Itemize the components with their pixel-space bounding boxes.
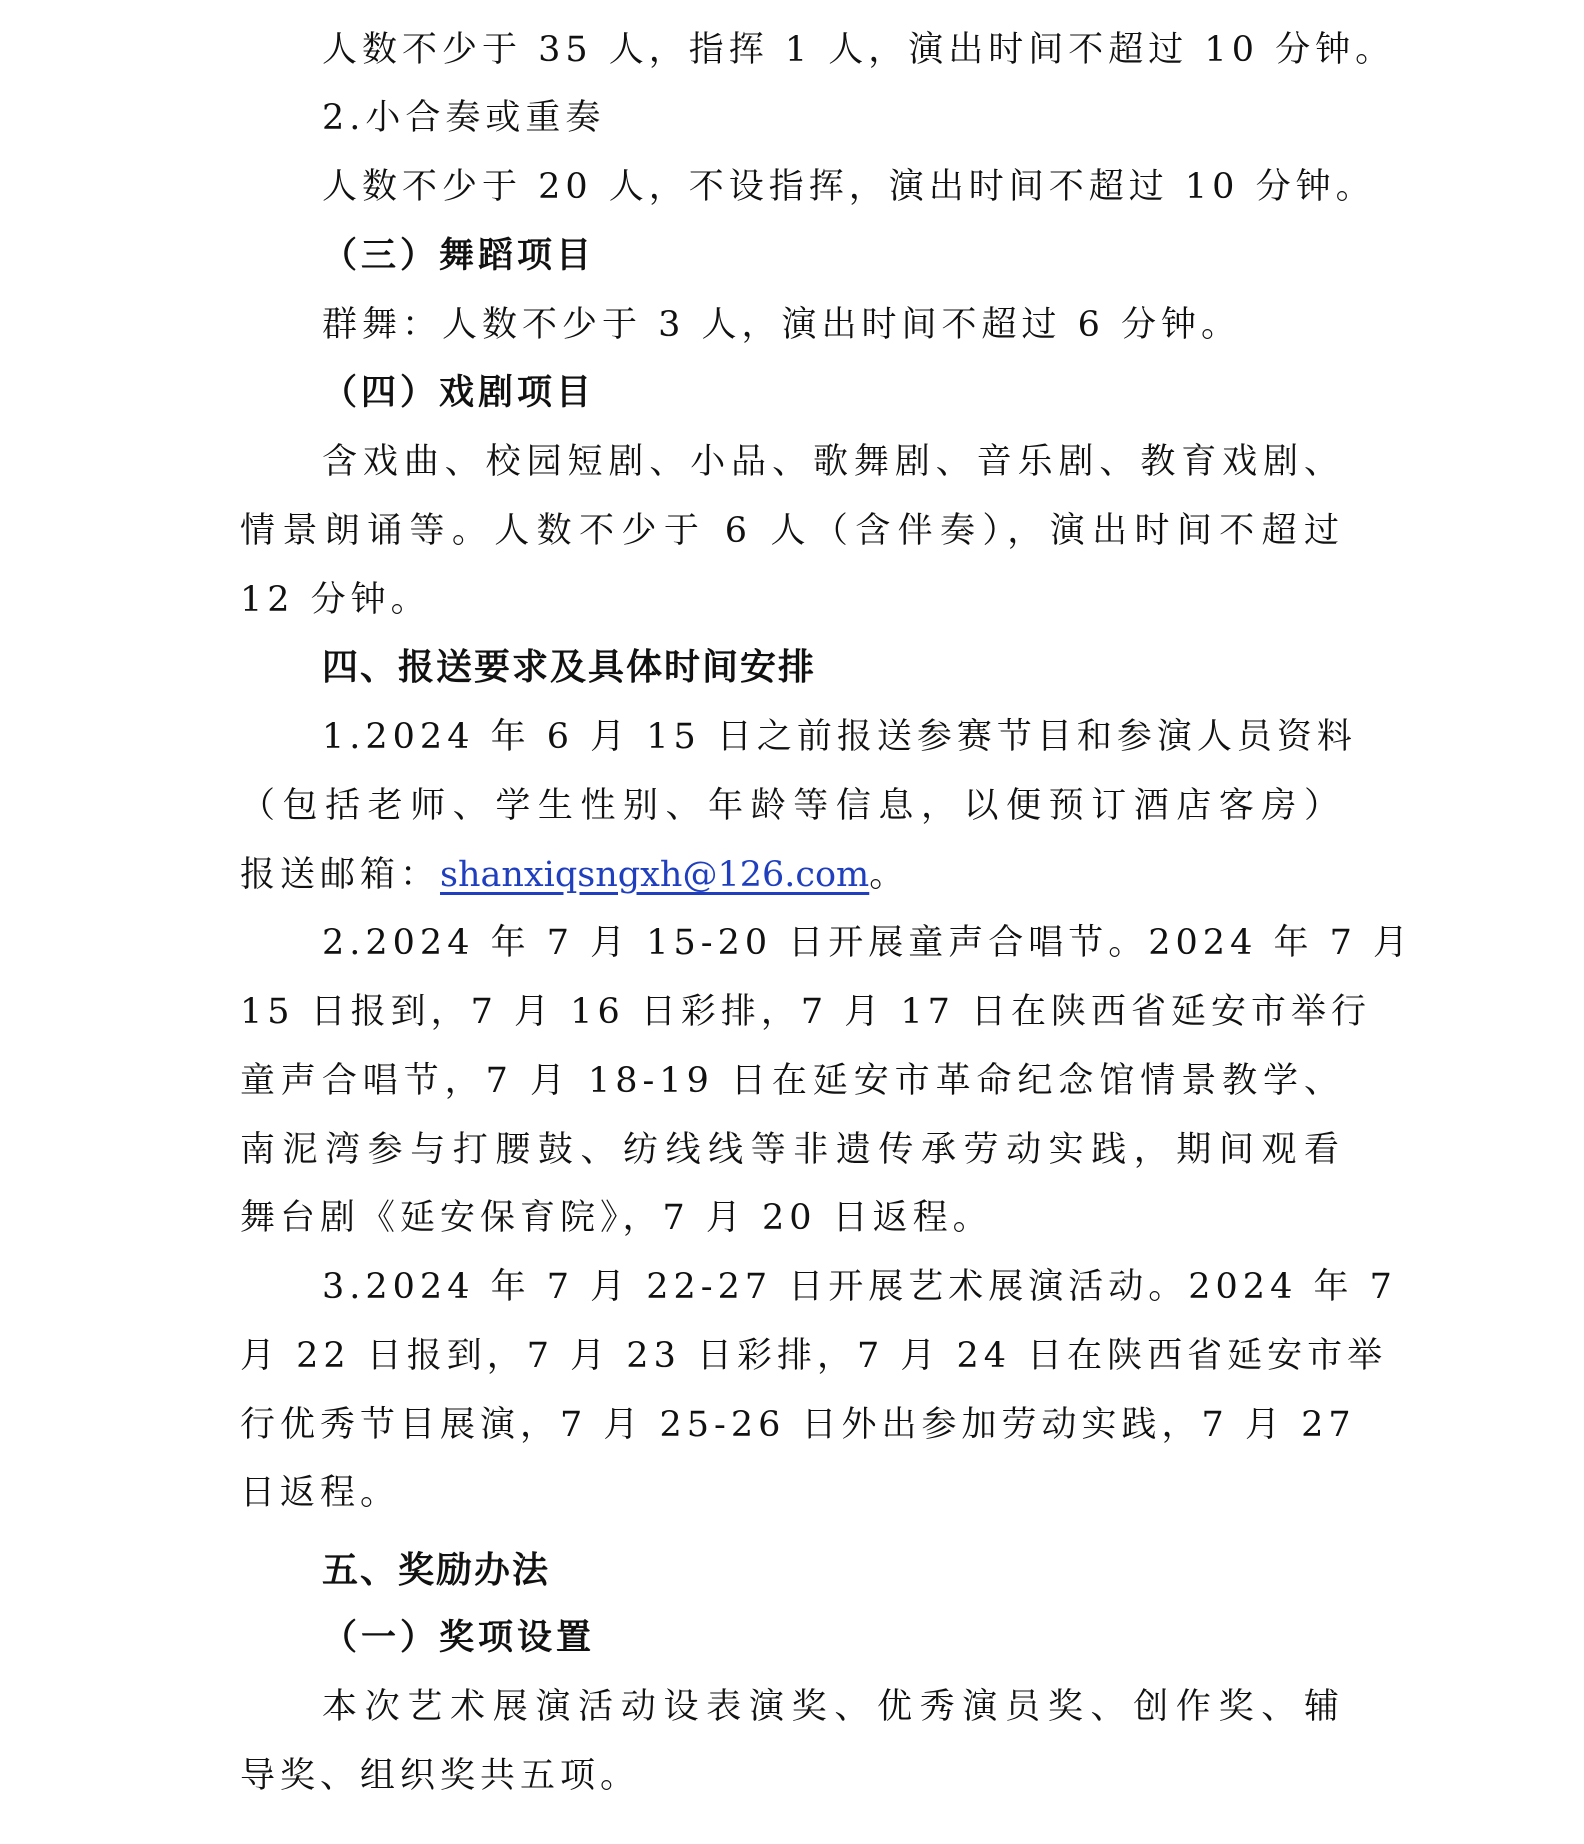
subsection-heading: （四）戏剧项目	[322, 373, 596, 413]
body-text-line: 日返程。	[240, 1473, 401, 1513]
email-label: 报送邮箱：	[240, 855, 441, 895]
body-text-line: 含戏曲、校园短剧、小品、歌舞剧、音乐剧、教育戏剧、	[322, 442, 1344, 482]
body-text-line: 人数不少于 35 人，指挥 1 人，演出时间不超过 10 分钟。	[322, 30, 1396, 70]
body-text-line: 1.2024 年 6 月 15 日之前报送参赛节目和参演人员资料	[322, 717, 1357, 757]
email-link[interactable]: shanxiqsngxh@126.com	[440, 855, 870, 895]
body-text-line: 舞台剧《延安保育院》，7 月 20 日返程。	[240, 1198, 993, 1238]
body-text-line: 15 日报到，7 月 16 日彩排，7 月 17 日在陕西省延安市举行	[240, 992, 1372, 1032]
item-heading: 2.小合奏或重奏	[322, 98, 606, 138]
body-text-line: 情景朗诵等。人数不少于 6 人（含伴奏），演出时间不超过	[240, 511, 1344, 551]
body-text-line: 导奖、组织奖共五项。	[240, 1756, 641, 1796]
section-heading: 四、报送要求及具体时间安排	[322, 647, 817, 688]
body-text-line: 月 22 日报到，7 月 23 日彩排，7 月 24 日在陕西省延安市举	[240, 1336, 1388, 1376]
subsection-heading: （一）奖项设置	[322, 1618, 596, 1658]
body-text-line: （包括老师、学生性别、年龄等信息，以便预订酒店客房）	[240, 786, 1344, 826]
email-line-end: 。	[869, 855, 910, 895]
body-text-line: 童声合唱节，7 月 18-19 日在延安市革命纪念馆情景教学、	[240, 1061, 1344, 1101]
section-heading: 五、奖励办法	[322, 1550, 551, 1591]
body-text-line: 人数不少于 20 人，不设指挥，演出时间不超过 10 分钟。	[322, 167, 1376, 207]
email-line	[240, 841, 1344, 909]
body-text-line: 行优秀节目展演，7 月 25-26 日外出参加劳动实践，7 月 27	[240, 1405, 1356, 1445]
body-text-line: 群舞：人数不少于 3 人，演出时间不超过 6 分钟。	[322, 305, 1242, 345]
subsection-heading: （三）舞蹈项目	[322, 236, 596, 276]
body-text-line: 本次艺术展演活动设表演奖、优秀演员奖、创作奖、辅	[322, 1687, 1344, 1727]
body-text-line: 3.2024 年 7 月 22-27 日开展艺术展演活动。2024 年 7	[322, 1267, 1397, 1307]
body-text-line: 2.2024 年 7 月 15-20 日开展童声合唱节。2024 年 7 月	[322, 923, 1413, 963]
body-text-line: 12 分钟。	[240, 580, 431, 620]
body-text-line: 南泥湾参与打腰鼓、纺线线等非遗传承劳动实践，期间观看	[240, 1130, 1344, 1170]
